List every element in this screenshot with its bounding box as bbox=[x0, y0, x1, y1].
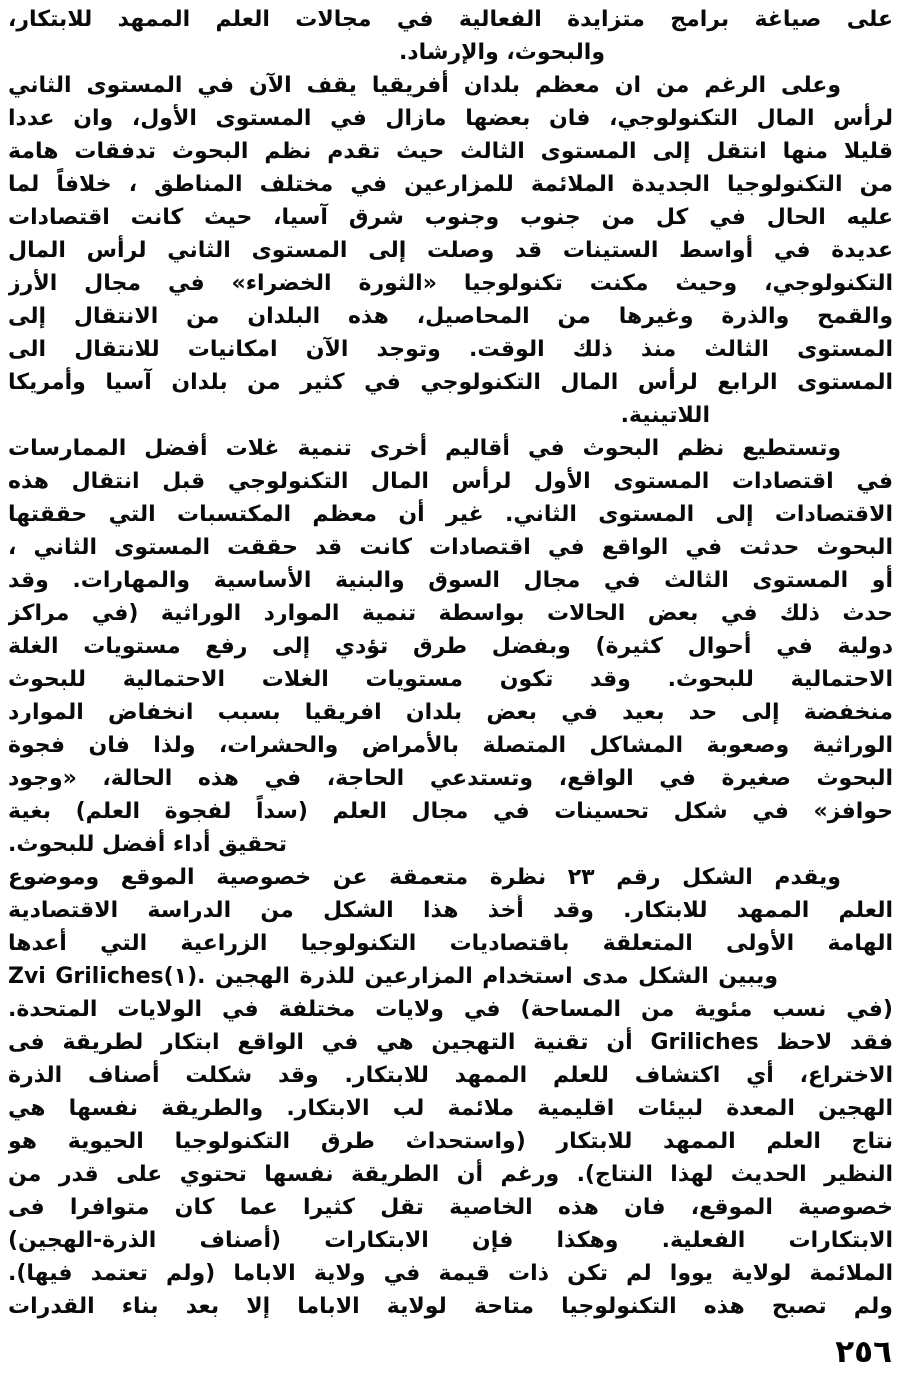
text-line: وتستطيع نظم البحوث في أقاليم أخرى تنمية غلات أفضل الممارسات bbox=[8, 436, 841, 461]
text-line: دولية في أحوال كثيرة) وبفضل طرق تؤدي إلى رفع مستويات الغلة bbox=[8, 634, 893, 659]
text-line: الوراثية وصعوبة المشاكل المتصلة بالأمراض والحشرات، ولذا فان فجوة bbox=[8, 733, 893, 758]
text-line: على صياغة برامج متزايدة الفعالية في مجالات العلم الممهد للابتكار، bbox=[8, 7, 893, 32]
text-line: التكنولوجي، وحيث مكنت تكنولوجيا «الثورة الخضراء» في مجال الأرز bbox=[8, 271, 893, 296]
text-line: ولم تصبح هذه التكنولوجيا متاحة لولاية الاباما إلا بعد بناء القدرات bbox=[8, 1294, 893, 1319]
text-line: حوافز» في شكل تحسينات في مجال العلم (سداً لفجوة العلم) بغية bbox=[8, 799, 893, 824]
text-line: المستوى الثالث منذ ذلك الوقت. وتوجد الآن امكانيات للانتقال الى bbox=[8, 337, 893, 362]
text-line: ويقدم الشكل رقم ٢٣ نظرة متعمقة عن خصوصية الموقع وموضوع bbox=[8, 865, 841, 890]
text-line: فقد لاحظ Griliches أن تقنية التهجين هي في الواقع ابتكار لطريقة فى bbox=[8, 1030, 893, 1055]
text-line: قليلا منها انتقل إلى المستوى الثالث حيث تقدم نظم البحوث تدفقات هامة bbox=[8, 139, 893, 164]
text-line: (في نسب مئوية من المساحة) في ولايات مختلفة في الولايات المتحدة. bbox=[8, 997, 893, 1022]
text-line: الاحتمالية للبحوث. وقد تكون مستويات الغلات الاحتمالية للبحوث bbox=[8, 667, 893, 692]
text-line: العلم الممهد للابتكار. وقد أُخذ هذا الشكل من الدراسة الاقتصادية bbox=[8, 898, 893, 923]
body-text bbox=[8, 3, 893, 1323]
text-line: Zvi Griliches(١). ويبين الشكل مدى استخدام المزارعين للذرة الهجين bbox=[8, 964, 778, 989]
text-line: نتاج العلم الممهد للابتكار (واستحداث طرق التكنولوجيا الحيوية هو bbox=[8, 1129, 893, 1154]
text-line: والقمح والذرة وغيرها من المحاصيل، هذه البلدان من الانتقال إلى bbox=[8, 304, 893, 329]
text-line: خصوصية الموقع، فان هذه الخاصية تقل كثيرا عما كان متوافرا فى bbox=[8, 1195, 893, 1220]
text-line: النظير الحديث لهذا النتاج). ورغم أن الطريقة نفسها تحتوي على قدر من bbox=[8, 1162, 893, 1187]
text-line: لرأس المال التكنولوجي، فان بعضها مازال في المستوى الأول، وان عددا bbox=[8, 106, 893, 131]
text-line: المستوى الرابع لرأس المال التكنولوجي في كثير من بلدان آسيا وأمريكا bbox=[8, 370, 893, 395]
text-line: الاقتصادات إلى المستوى الثاني. غير أن معظم المكتسبات التي حققتها bbox=[8, 502, 893, 527]
text-line: الابتكارات الفعلية. وهكذا فإن الابتكارات (أصناف الذرة-الهجين) bbox=[8, 1228, 893, 1253]
text-line: عديدة في أواسط الستينات قد وصلت إلى المستوى الثاني لرأس المال bbox=[8, 238, 893, 263]
text-line: عليه الحال في كل من جنوب وجنوب شرق آسيا، حيث كانت اقتصادات bbox=[8, 205, 893, 230]
text-line: والبحوث، والإرشاد. bbox=[398, 40, 605, 65]
page-number: ٢٥٦ bbox=[835, 1334, 892, 1370]
text-line: البحوث صغيرة في الواقع، وتستدعي الحاجة، في هذه الحالة، «وجود bbox=[8, 766, 893, 791]
text-line: الملائمة لولاية يووا لم تكن ذات قيمة في ولاية الاباما (ولم تعتمد فيها). bbox=[8, 1261, 893, 1286]
text-line: البحوث حدثت في الواقع في اقتصادات كانت قد حققت المستوى الثاني ، bbox=[8, 535, 893, 560]
text-line: تحقيق أداء أفضل للبحوث. bbox=[8, 832, 287, 857]
text-line: منخفضة إلى حد بعيد في بعض بلدان افريقيا بسبب انخفاض الموارد bbox=[8, 700, 893, 725]
text-line: الهجين المعدة لبيئات اقليمية ملائمة لب الابتكار. والطريقة نفسها هي bbox=[8, 1096, 893, 1121]
text-line: أو المستوى الثالث في مجال السوق والبنية الأساسية والمهارات. وقد bbox=[8, 568, 893, 593]
text-line: حدث ذلك في بعض الحالات بواسطة تنمية الموارد الوراثية (في مراكز bbox=[8, 601, 893, 626]
text-line: الهامة الأولى المتعلقة باقتصاديات التكنولوجيا الزراعية التي أعدها bbox=[8, 931, 893, 956]
text-line: من التكنولوجيا الجديدة الملائمة للمزارعين في مختلف المناطق ، خلافاً لما bbox=[8, 172, 893, 197]
text-line: في اقتصادات المستوى الأول لرأس المال التكنولوجي قبل انتقال هذه bbox=[8, 469, 893, 494]
text-line: وعلى الرغم من ان معظم بلدان أفريقيا يقف الآن في المستوى الثاني bbox=[8, 73, 841, 98]
text-line: اللاتينية. bbox=[620, 403, 710, 428]
text-line: الاختراع، أي اكتشاف للعلم الممهد للابتكار. وقد شكلت أصناف الذرة bbox=[8, 1063, 893, 1088]
